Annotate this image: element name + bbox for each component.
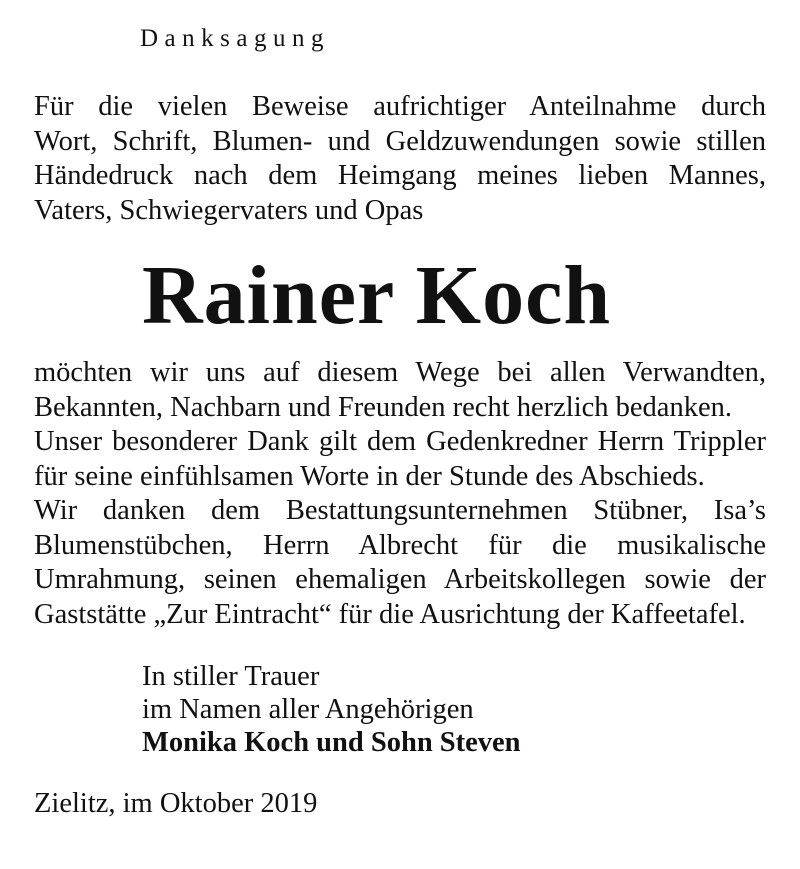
thanks-line: Unser besonderer Dank gilt dem Gedenkredner Herrn Trippler [34, 426, 766, 457]
notice-heading: Danksagung [140, 25, 330, 52]
thanks-line: für seine einfühlsamen Worte in der Stunde des Abschieds. [34, 460, 705, 492]
thanks-line: Wir danken dem Bestattungsunternehmen Stübner, Isa’s [34, 495, 766, 526]
intro-line: Wort, Schrift, Blumen- und Geldzuwendungen sowie stillen [34, 125, 766, 157]
signers: Monika Koch und Sohn Steven [142, 727, 521, 758]
thanks-line: Umrahmung, seinen ehemaligen Arbeitskollegen sowie der [34, 564, 766, 595]
intro-line: Händedruck nach dem Heimgang meines lieben Mannes, [34, 160, 766, 191]
deceased-name: Rainer Koch [142, 249, 612, 342]
thanks-paragraph [34, 356, 766, 632]
thanks-line: Bekannten, Nachbarn und Freunden recht herzlich bedanken. [34, 391, 732, 423]
obituary-notice [34, 22, 766, 821]
intro-line: Für die vielen Beweise aufrichtiger Anteilnahme durch [34, 91, 766, 122]
closing-line: im Namen aller Angehörigen [142, 694, 474, 725]
closing-line: In stiller Trauer [142, 661, 320, 692]
thanks-line: möchten wir uns auf diesem Wege bei allen Verwandten, [34, 357, 766, 388]
intro-line: Vaters, Schwiegervaters und Opas [34, 194, 424, 226]
thanks-line: Blumenstübchen, Herrn Albrecht für die musikalische [34, 529, 766, 561]
intro-paragraph [34, 90, 766, 228]
closing-block [142, 660, 766, 759]
place-date: Zielitz, im Oktober 2019 [34, 788, 318, 819]
thanks-line: Gaststätte „Zur Eintracht“ für die Ausrichtung der Kaffeetafel. [34, 598, 746, 630]
